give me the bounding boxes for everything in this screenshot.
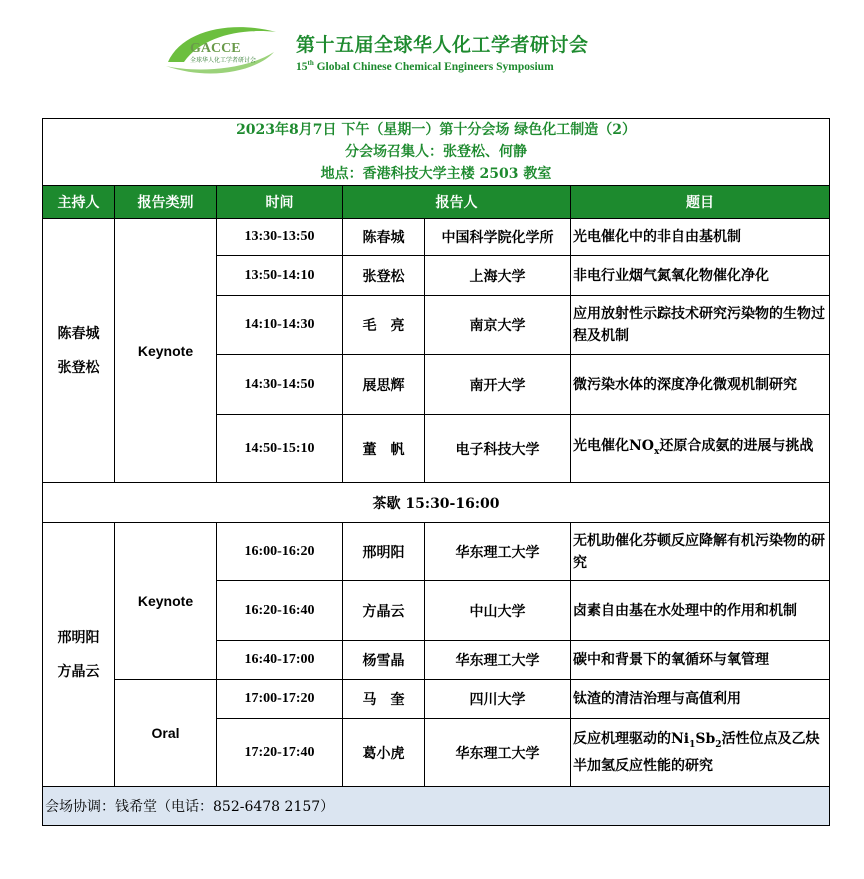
talk-topic: 光电催化中的非自由基机制: [571, 219, 830, 256]
speaker-name: 毛 亮: [343, 296, 425, 355]
speaker-name: 方晶云: [343, 581, 425, 641]
talk-time: 14:10-14:30: [217, 296, 343, 355]
speaker-institution: 四川大学: [425, 680, 571, 719]
speaker-name: 邢明阳: [343, 523, 425, 581]
session-location: 地点：香港科技大学主楼 2503 教室: [320, 166, 552, 182]
speaker-name: 杨雪晶: [343, 641, 425, 680]
tea-break-row: [43, 483, 830, 523]
table-row: [43, 523, 830, 581]
speaker-institution: 华东理工大学: [425, 641, 571, 680]
talk-topic: 微污染水体的深度净化微观机制研究: [571, 355, 830, 415]
page-header: [0, 0, 864, 110]
gacce-logo: [162, 22, 280, 78]
table-row: [43, 219, 830, 256]
col-host: 主持人: [43, 186, 115, 219]
speaker-name: 陈春城: [343, 219, 425, 256]
session-conveners: 分会场召集人：张登松、何静: [345, 144, 528, 160]
table-row: [43, 680, 830, 719]
speaker-name: 展思辉: [343, 355, 425, 415]
speaker-institution: 电子科技大学: [425, 415, 571, 483]
session1-hosts: 陈春城 张登松: [43, 219, 115, 483]
talk-time: 16:20-16:40: [217, 581, 343, 641]
talk-topic: 碳中和背景下的氧循环与氧管理: [571, 641, 830, 680]
symposium-subtitle: 15th Global Chinese Chemical Engineers Symposium: [296, 59, 554, 73]
session-banner: [43, 119, 830, 186]
col-topic: 题目: [571, 186, 830, 219]
schedule-table: [42, 118, 830, 826]
speaker-name: 马 奎: [343, 680, 425, 719]
talk-topic: 钛渣的清洁治理与高值利用: [571, 680, 830, 719]
symposium-title: 第十五届全球华人化工学者研讨会: [296, 34, 589, 56]
talk-time: 14:30-14:50: [217, 355, 343, 415]
session1-category: Keynote: [115, 219, 217, 483]
speaker-institution: 华东理工大学: [425, 523, 571, 581]
speaker-institution: 南京大学: [425, 296, 571, 355]
session2-category-keynote: Keynote: [115, 523, 217, 680]
col-category: 报告类别: [115, 186, 217, 219]
talk-time: 17:00-17:20: [217, 680, 343, 719]
speaker-name: 董 帆: [343, 415, 425, 483]
svg-text:GACCE: GACCE: [190, 41, 241, 56]
talk-topic: 无机助催化芬顿反应降解有机污染物的研究: [571, 523, 830, 581]
col-speaker: 报告人: [343, 186, 571, 219]
talk-topic: 非电行业烟气氮氧化物催化净化: [571, 256, 830, 296]
talk-topic: 应用放射性示踪技术研究污染物的生物过程及机制: [571, 296, 830, 355]
speaker-name: 葛小虎: [343, 719, 425, 787]
footer-row: [43, 787, 830, 826]
talk-time: 17:20-17:40: [217, 719, 343, 787]
speaker-institution: 华东理工大学: [425, 719, 571, 787]
speaker-institution: 上海大学: [425, 256, 571, 296]
session-date-title: 2023年8月7日 下午（星期一）第十分会场 绿色化工制造（2）: [236, 122, 636, 138]
talk-time: 13:50-14:10: [217, 256, 343, 296]
column-header-row: [43, 186, 830, 219]
svg-text:全球华人化工学者研讨会: 全球华人化工学者研讨会: [190, 57, 257, 64]
speaker-institution: 中国科学院化学所: [425, 219, 571, 256]
talk-topic: 反应机理驱动的$Ni_1Sb_2$活性位点及乙炔半加氢反应性能的研究: [571, 719, 830, 787]
talk-topic: 卤素自由基在水处理中的作用和机制: [571, 581, 830, 641]
talk-time: 13:30-13:50: [217, 219, 343, 256]
speaker-institution: 中山大学: [425, 581, 571, 641]
col-time: 时间: [217, 186, 343, 219]
tea-break: 茶歇 15:30-16:00: [43, 483, 830, 523]
talk-time: 16:00-16:20: [217, 523, 343, 581]
talk-time: 14:50-15:10: [217, 415, 343, 483]
speaker-name: 张登松: [343, 256, 425, 296]
talk-topic: 光电催化$NO_x$还原合成氨的进展与挑战: [571, 415, 830, 483]
speaker-institution: 南开大学: [425, 355, 571, 415]
session2-category-oral: Oral: [115, 680, 217, 787]
venue-coordinator: 会场协调：钱希堂（电话：852-6478 2157）: [43, 787, 830, 826]
talk-time: 16:40-17:00: [217, 641, 343, 680]
session2-hosts: 邢明阳 方晶云: [43, 523, 115, 787]
